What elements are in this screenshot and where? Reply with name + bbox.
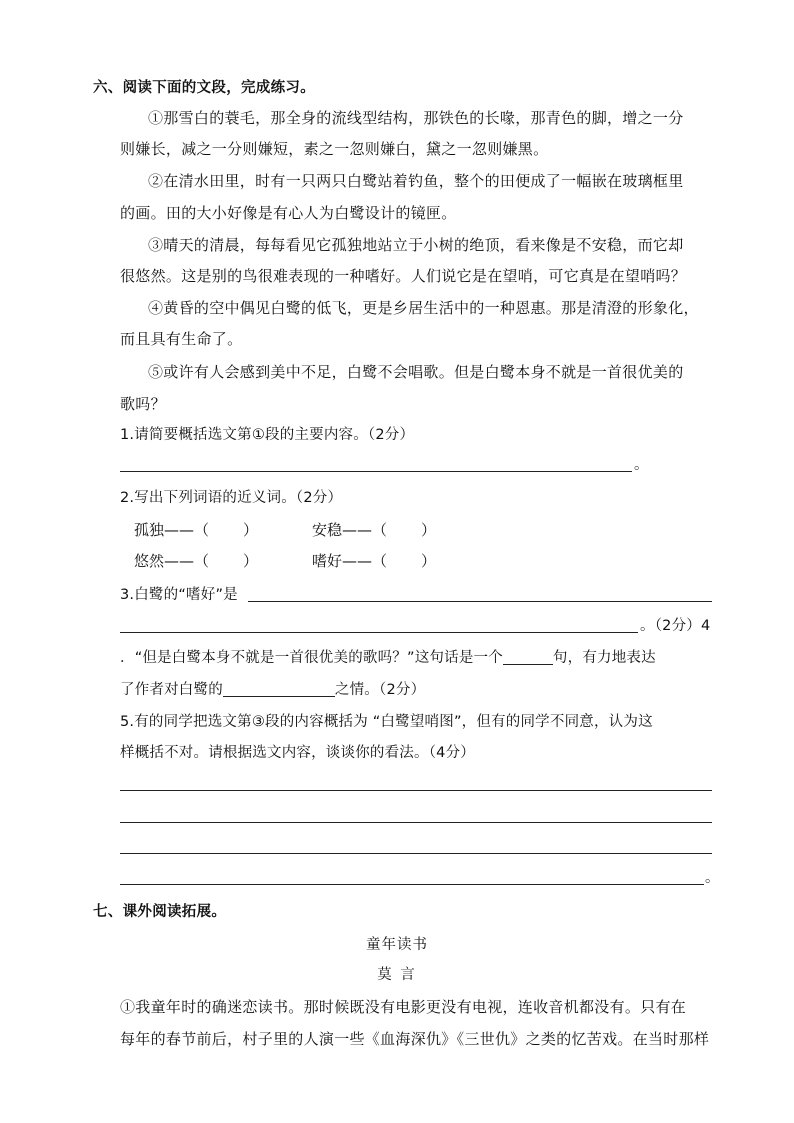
answer-line-q5-3[interactable] xyxy=(120,853,712,854)
question-4-line1 xyxy=(120,648,656,668)
article-p1-line1: ①我童年时的确迷恋读书。那时候既没有电影更没有电视，连收音机都没有。只有在 xyxy=(120,998,687,1016)
synonym-item-shihao xyxy=(312,551,436,571)
question-4-line2 xyxy=(120,680,425,700)
passage-p4-line1: ④黄昏的空中偶见白鹭的低飞，更是乡居生活中的一种恩惠。那是清澄的形象化， xyxy=(148,299,699,317)
section7-heading: 七、课外阅读拓展。 xyxy=(93,904,227,920)
q5-end-mark: 。 xyxy=(705,870,720,886)
synonym-paren-open: （ xyxy=(372,552,388,570)
passage-p3-line2: 很悠然。这是别的鸟很难表现的一种嗜好。人们说它是在望哨，可它真是在望哨吗？ xyxy=(120,267,687,285)
synonym-paren-close: ） xyxy=(421,521,437,539)
question-2: 2.写出下列词语的近义词。（2分） xyxy=(120,490,343,506)
q4-text-d: 之情。（2分） xyxy=(334,682,426,698)
answer-blank-q4-a[interactable] xyxy=(503,650,553,665)
synonym-word: 孤独—— xyxy=(134,521,195,539)
passage-p4-line2: 而且具有生命了。 xyxy=(120,330,243,348)
passage-p1-line2: 则嫌长，减之一分则嫌短，素之一忽则嫌白，黛之一忽则嫌黑。 xyxy=(120,140,549,158)
synonym-word: 嗜好—— xyxy=(312,552,373,570)
answer-line-q5-2[interactable] xyxy=(120,822,712,823)
synonym-word: 安稳—— xyxy=(312,521,373,539)
q1-end-mark: 。 xyxy=(634,457,649,473)
q4-text-c: 了作者对白鹭的 xyxy=(120,682,223,698)
synonym-paren-close: ） xyxy=(243,521,259,539)
question-1: 1.请简要概括选文第①段的主要内容。（2分） xyxy=(120,427,415,443)
answer-line-q5-1[interactable] xyxy=(120,790,712,791)
answer-line-q3-b[interactable] xyxy=(120,632,638,633)
answer-blank-q4-b[interactable] xyxy=(223,682,335,697)
question-3-prefix: 3.白鹭的“嗜好”是 xyxy=(120,587,238,603)
question-3-suffix: 。（2分）4 xyxy=(640,618,711,634)
q4-text-b: 句，有力地表达 xyxy=(552,650,656,666)
synonym-paren-open: （ xyxy=(372,521,388,539)
answer-line-q1[interactable] xyxy=(120,471,632,472)
article-author: 莫 言 xyxy=(377,967,417,983)
q4-text-a: ．“但是白鹭本身不就是一首很优美的歌吗？”这句话是一个 xyxy=(120,650,503,666)
passage-p5-line1: ⑤或许有人会感到美中不足，白鹭不会唱歌。但是白鹭本身不就是一首很优美的 xyxy=(148,363,684,381)
synonym-word: 悠然—— xyxy=(134,552,195,570)
synonym-item-guzhu xyxy=(134,520,258,540)
question-5-line2: 样概括不对。请根据选文内容，谈谈你的看法。（4分） xyxy=(120,745,475,761)
answer-line-q3-a[interactable] xyxy=(248,601,712,602)
passage-p2-line1: ②在清水田里，时有一只两只白鹭站着钓鱼，整个的田便成了一幅嵌在玻璃框里 xyxy=(148,172,684,190)
question-5-line1: 5.有的同学把选文第③段的内容概括为 “白鹭望哨图”，但有的同学不同意，认为这 xyxy=(120,714,653,730)
article-title: 童年读书 xyxy=(366,937,428,953)
synonym-paren-open: （ xyxy=(194,552,210,570)
synonym-item-anwen xyxy=(312,520,436,540)
article-p1-line2: 每年的春节前后，村子里的人演一些《血海深仇》《三世仇》之类的忆苦戏。在当时那样 xyxy=(120,1030,710,1048)
passage-p3-line1: ③晴天的清晨，每每看见它孤独地站立于小树的绝顶，看来像是不安稳，而它却 xyxy=(148,236,684,254)
section6-heading: 六、阅读下面的文段，完成练习。 xyxy=(93,80,315,96)
passage-p2-line2: 的画。田的大小好像是有心人为白鹭设计的镜匣。 xyxy=(120,204,457,222)
synonym-paren-close: ） xyxy=(421,552,437,570)
answer-line-q5-4[interactable] xyxy=(120,884,704,885)
synonym-paren-close: ） xyxy=(243,552,259,570)
passage-p5-line2: 歌吗？ xyxy=(120,395,166,413)
synonym-paren-open: （ xyxy=(194,521,210,539)
synonym-item-youran xyxy=(134,551,258,571)
passage-p1-line1: ①那雪白的蓑毛，那全身的流线型结构，那铁色的长喙，那青色的脚，增之一分 xyxy=(148,109,684,127)
